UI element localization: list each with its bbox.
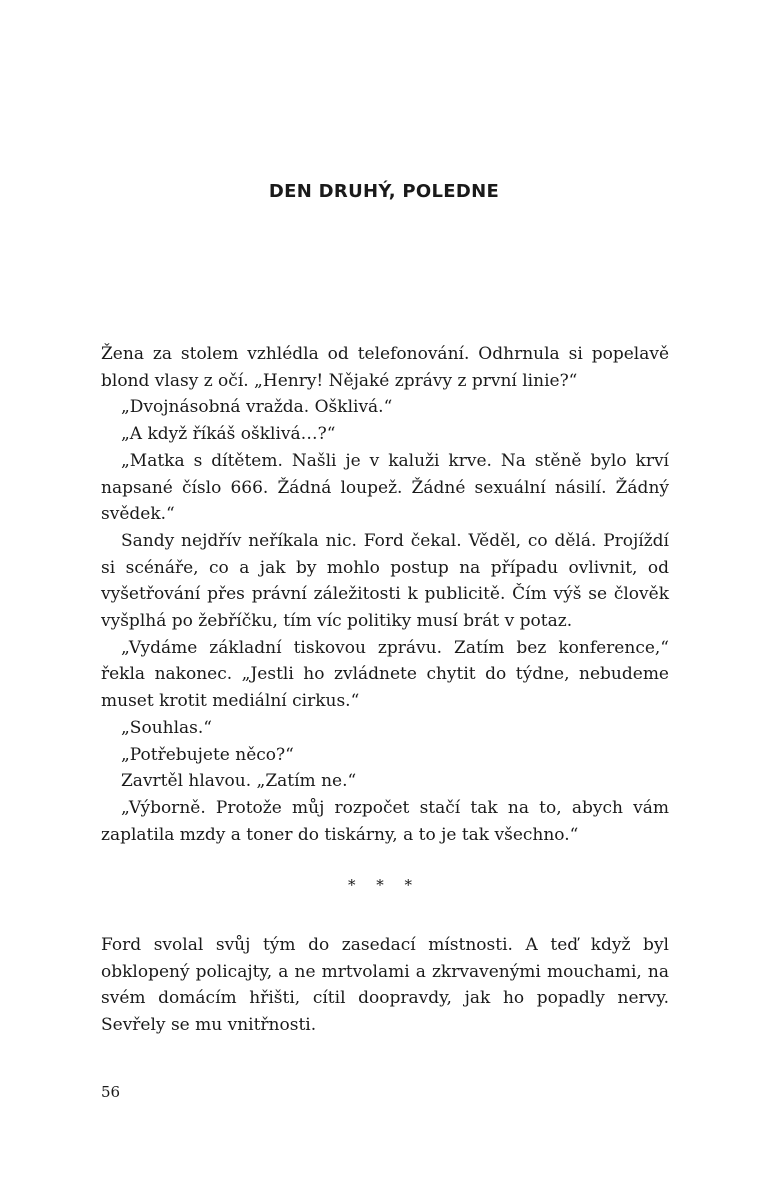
paragraph: „Souhlas.“: [121, 717, 212, 738]
section-separator: * * *: [347, 876, 421, 894]
paragraph: „Dvojnásobná vražda. Ošklivá.“: [121, 397, 393, 418]
chapter-title: DEN DRUHÝ, POLEDNE: [268, 181, 500, 202]
paragraph: „Potřebujete něco?“: [121, 744, 294, 765]
paragraph: „Výborně. Protože můj rozpočet stačí tak na to, abych vám zaplatila mzdy a toner do tiskárny, a to je tak všechno.“: [101, 797, 669, 845]
paragraph: „A když říkáš ošklivá…?“: [121, 424, 336, 445]
paragraph: Zavrtěl hlavou. „Zatím ne.“: [121, 771, 357, 792]
page-number: 56: [101, 1083, 121, 1101]
paragraph: Ford svolal svůj tým do zasedací místnosti. A teď když byl obklopený policajty, a ne mrtvolami a zkrvavenými mouchami, na svém domácím hřišti, cítil doopravdy, jak ho popadly nervy. Sevřely se mu vnitřnosti.: [101, 935, 669, 1036]
paragraph: „Vydáme základní tiskovou zprávu. Zatím bez konference,“ řekla nakonec. „Jestli ho zvládnete chytit do týdne, nebudeme muset krotit mediální cirkus.“: [101, 637, 669, 712]
section-1-text: [101, 341, 669, 848]
paragraph: „Matka s dítětem. Našli je v kaluži krve. Na stěně bylo krví napsané číslo 666. Žádná loupež. Žádné sexuální násilí. Žádný svědek.“: [101, 450, 669, 525]
section-2-text: [101, 932, 669, 1039]
paragraph: Sandy nejdřív neříkala nic. Ford čekal. Věděl, co dělá. Projíždí si scénáře, co a jak by mohlo postup na případu ovlivnit, od vyšetřování přes právní záležitosti k publicitě. Čím výš se člověk vyšplhá po žebříčku, tím víc politiky musí brát v potaz.: [101, 530, 669, 632]
paragraph: Žena za stolem vzhlédla od telefonování. Odhrnula si popelavě blond vlasy z očí. „Henry! Nějaké zprávy z první linie?“: [101, 344, 669, 391]
